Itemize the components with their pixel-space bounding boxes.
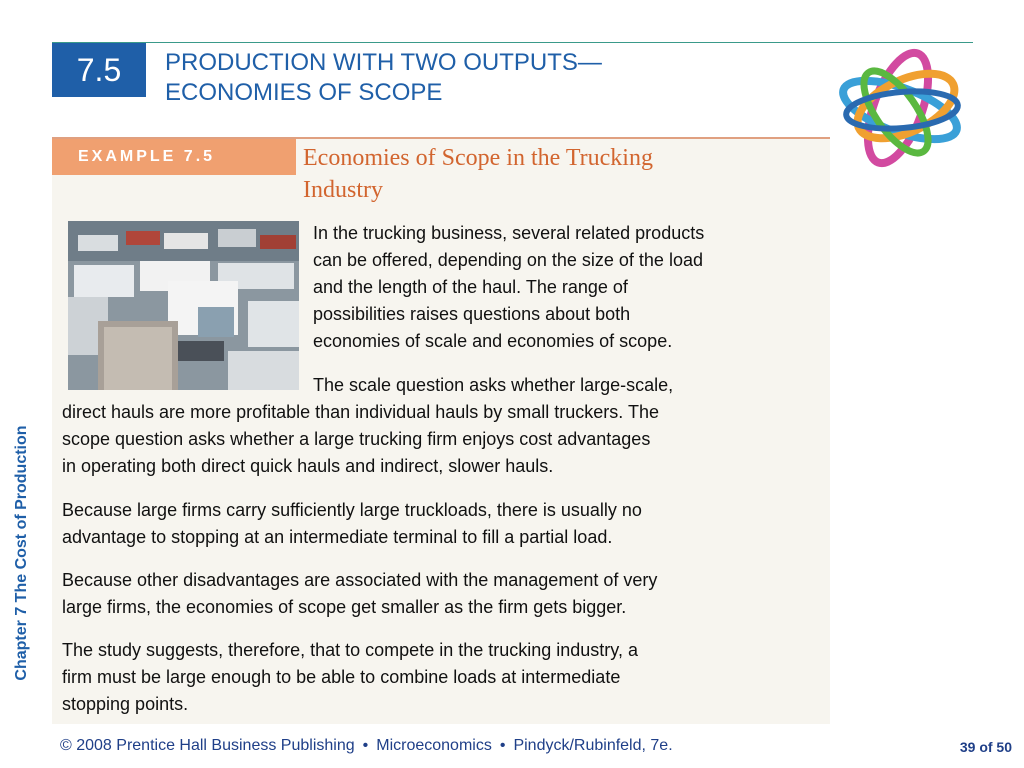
footer-copyright: © 2008 Prentice Hall Business Publishing [60,737,355,754]
example-title-line-1: Economies of Scope in the Trucking [303,145,653,171]
section-number-badge [52,43,146,97]
section-number: 7.5 [76,51,122,88]
paragraph-5-line: The study suggests, therefore, that to compete in the trucking industry, a [62,640,638,660]
interlocking-rings-logo-icon [826,40,976,180]
footer-separator: • [362,737,369,754]
footer-course: Microeconomics [376,737,492,754]
page-number: 39 of 50 [959,739,1012,755]
example-paragraph-1 [313,220,704,355]
paragraph-2-line: direct hauls are more profitable than individual hauls by small truckers. The [62,402,659,422]
example-tag [52,139,296,175]
paragraph-5-line: firm must be large enough to be able to combine loads at intermediate [62,667,621,687]
paragraph-2-first-line: The scale question asks whether large-scale, [313,375,674,395]
paragraph-4-line: Because other disadvantages are associated with the management of very [62,570,658,590]
paragraph-5-line: stopping points. [62,694,189,714]
example-tag-label: EXAMPLE 7.5 [78,148,216,165]
example-paragraph-4 [62,567,657,621]
paragraph-1-line: and the length of the haul. The range of [313,277,628,297]
chapter-side-label [10,390,34,716]
paragraph-2-line: in operating both direct quick hauls and indirect, slower hauls. [62,456,554,476]
example-title [303,142,823,206]
footer-separator: • [499,737,506,754]
paragraph-2-line: scope question asks whether a large trucking firm enjoys cost advantages [62,429,651,449]
paragraph-3-line: Because large firms carry sufficiently large truckloads, there is usually no [62,500,642,520]
slide-title-line-2: ECONOMIES OF SCOPE [165,79,443,106]
example-paragraph-3 [62,497,642,551]
chapter-label-text: Chapter 7 The Cost of Production [13,425,30,681]
paragraph-1-line: can be offered, depending on the size of the load [313,250,703,270]
paragraph-4-line: large firms, the economies of scope get smaller as the firm gets bigger. [62,597,627,617]
example-paragraph-2 [62,399,659,480]
example-paragraph-5 [62,637,638,718]
slide-title-line-1: PRODUCTION WITH TWO OUTPUTS— [165,49,602,76]
example-title-line-2: Industry [303,177,383,203]
paragraph-1-line: In the trucking business, several related products [313,223,705,243]
footer [60,737,673,755]
slide-title [165,48,765,108]
paragraph-1-line: economies of scale and economies of scope. [313,331,673,351]
paragraph-3-line: advantage to stopping at an intermediate terminal to fill a partial load. [62,527,613,547]
footer-authors: Pindyck/Rubinfeld, 7e. [513,737,673,754]
trucking-terminal-photo-icon [68,221,299,390]
paragraph-1-line: possibilities raises questions about both [313,304,631,324]
